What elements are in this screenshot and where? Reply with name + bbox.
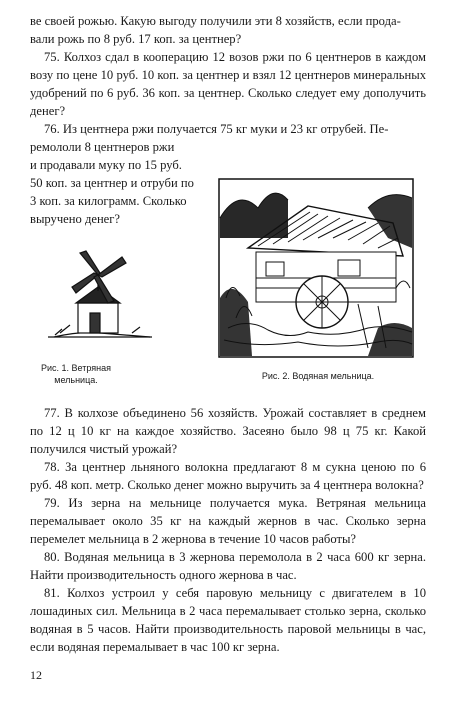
page-body-lower: [30, 404, 426, 656]
figure-1-caption: Рис. 1. Ветряная мельница.: [41, 363, 111, 385]
problem-75: 75. Колхоз сдал в кооперацию 12 возов ржи по 6 центнеров в каждом возу по цене 10 руб. 10 коп. за центнер и взял 12 центнеров минеральных удобрений по 6 руб. 36 коп. за центнер. Сколько следует ему дополучить денег?: [30, 50, 426, 118]
problem-78: 78. За центнер льняного волокна предлагают 8 м сукна ценою по 6 руб. 48 коп. метр. Сколько денег можно выручить за 4 центнера волокна?: [30, 460, 426, 492]
text-line: вали рожь по 8 руб. 17 коп. за центнер?: [30, 32, 242, 46]
text-line: ве своей рожью. Какую выгоду получили эти 8 хозяйств, если прода-: [30, 14, 401, 28]
text-line: 76. Из центнера ржи получается 75 кг муки и 23 кг отрубей. Пе-: [44, 122, 389, 136]
problem-80: 80. Водяная мельница в 3 жернова перемолола в 2 часа 600 кг зерна. Найти производительность одного жернова в час.: [30, 550, 426, 582]
text-line: и продавали муку по 15 руб.: [30, 158, 182, 172]
page-number: 12: [30, 668, 42, 682]
problem-77: 77. В колхозе объединено 56 хозяйств. Урожай составляет в среднем по 12 ц 10 кг на каждое хозяйство. Засеяно было 98 ц 75 кг. Какой получился чистый урожай?: [30, 406, 426, 456]
windmill-illustration: [40, 245, 160, 345]
continued-problem: [30, 12, 426, 48]
problem-79: 79. Из зерна на мельнице получается мука. Ветряная мельница перемалывает около 35 кг на каждый жернов в час. Сколько зерна перемелет мельница в 2 жернова в течение 10 часов работы?: [30, 496, 426, 546]
text-line: выручено денег?: [30, 212, 121, 226]
text-line: 3 коп. за килограмм. Сколько: [30, 194, 187, 208]
figure-2-caption: Рис. 2. Водяная мельница.: [261, 371, 375, 381]
watermill-illustration: [218, 178, 414, 358]
text-line: 50 коп. за центнер и отруби по: [30, 176, 194, 190]
text-line: ремололи 8 центнеров ржи: [30, 140, 175, 154]
problem-81: 81. Колхоз устроил у себя паровую мельницу с двигателем в 10 лошадиных сил. Мельница в 2 часа перемалывает столько зерна, сколько водяная в 5 часов. Найти производительность паровой мельницы в час, если водяная перемалывает в час 100 кг зерна.: [30, 586, 426, 654]
